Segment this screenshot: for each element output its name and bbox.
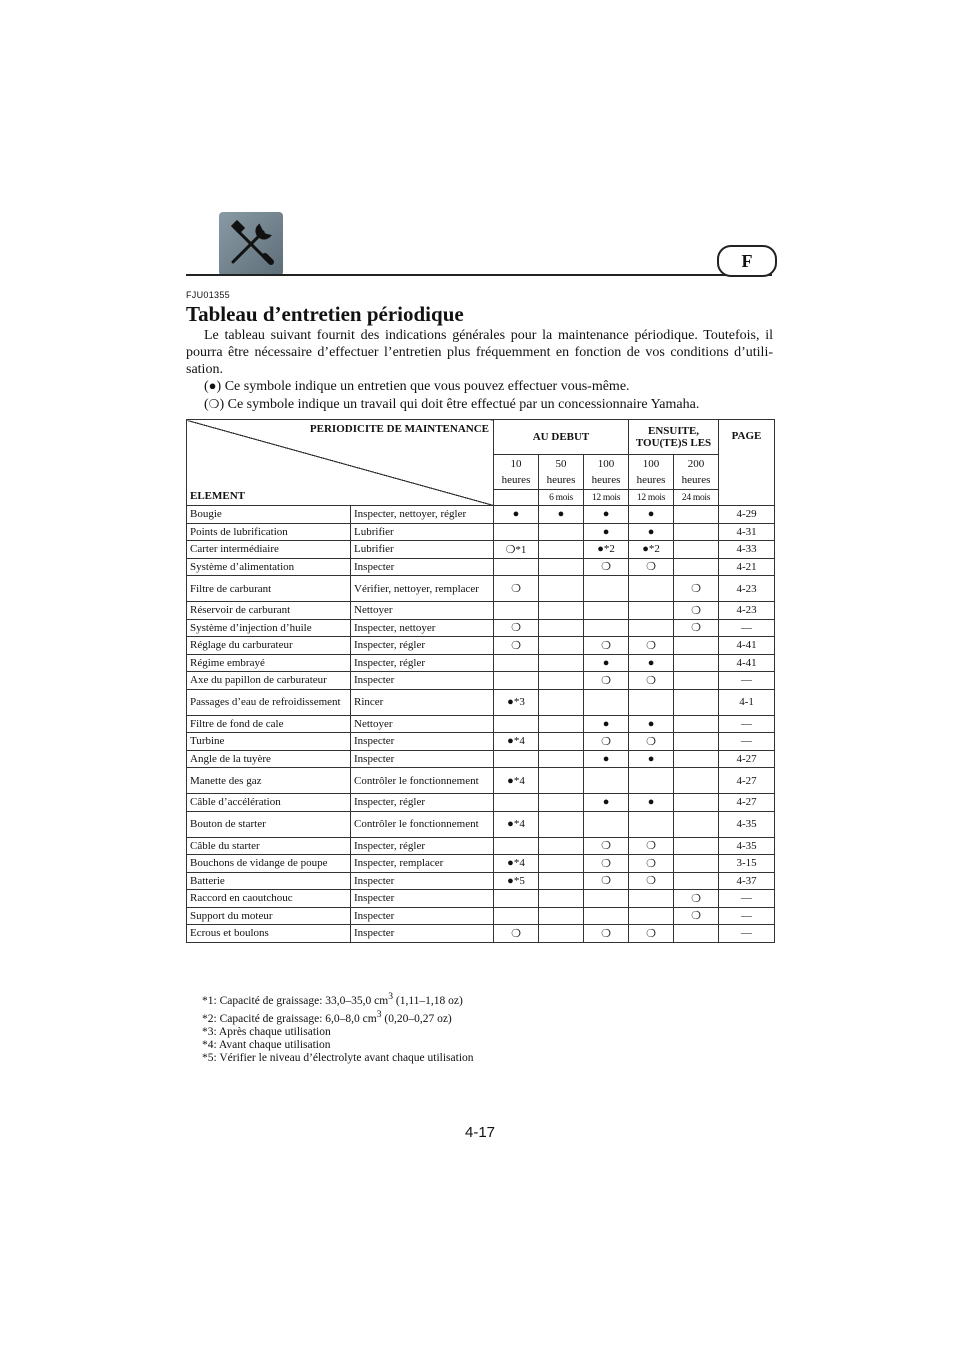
footnote-text: (0,20–0,27 oz) [381,1012,452,1025]
page-title: Tableau d’entretien périodique [186,302,464,326]
interval-header: 200 heures [674,455,719,490]
page-cell: 4-31 [719,523,775,541]
element-cell: Régime embrayé [187,654,351,672]
page-cell: — [719,907,775,925]
mark-cell: ❍ [629,733,674,751]
element-cell: Câble d’accélération [187,794,351,812]
open-circle-icon: ❍ [208,397,220,411]
table-row [187,506,775,524]
filled-dot-icon: ● [208,378,217,393]
footnote-text: *3: Après chaque utilisation [202,1025,331,1038]
page-number: 4-17 [464,1124,496,1141]
table-row [187,541,775,559]
page-cell: 4-27 [719,768,775,794]
action-cell: Inspecter, nettoyer, régler [351,506,494,524]
mark-cell: ● [584,523,629,541]
mark-cell: ● [539,506,584,524]
mark-cell [494,602,539,620]
mark-cell: ●*2 [629,541,674,559]
mark-cell: ❍*1 [494,541,539,559]
mark-cell [539,637,584,655]
element-cell: Bouton de starter [187,811,351,837]
table-row [187,715,775,733]
page-cell: 4-33 [719,541,775,559]
page-cell: 4-41 [719,637,775,655]
element-cell: Système d’alimentation [187,558,351,576]
element-cell: Filtre de fond de cale [187,715,351,733]
footnote-superscript: 3 [376,1008,382,1020]
legend-open-text: ) Ce symbole indique un travail qui doit être effectué par un concessionnaire Yamaha. [219,397,700,412]
element-cell: Filtre de carburant [187,576,351,602]
footnotes [202,990,474,1065]
table-row [187,558,775,576]
footnote-text: (1,11–1,18 oz) [392,994,463,1007]
mark-cell [539,837,584,855]
mark-cell: ● [584,506,629,524]
mark-cell: ● [584,794,629,812]
mark-cell [539,890,584,908]
mark-cell: ❍ [584,672,629,690]
mark-cell [629,619,674,637]
mark-cell: ❍ [674,907,719,925]
page-cell: 4-21 [719,558,775,576]
table-row [187,925,775,943]
mark-cell [494,715,539,733]
mark-cell [494,558,539,576]
action-cell: Inspecter [351,907,494,925]
mark-cell: ❍ [629,637,674,655]
table-row [187,637,775,655]
month-header: 6 mois [539,490,584,506]
mark-cell: ❍ [674,619,719,637]
page-cell: 3-15 [719,855,775,873]
element-cell: Carter intermédiaire [187,541,351,559]
month-header [494,490,539,506]
mark-cell [584,768,629,794]
mark-cell [629,689,674,715]
mark-cell: ●*4 [494,855,539,873]
action-cell: Inspecter [351,558,494,576]
mark-cell [539,925,584,943]
mark-cell: ●*3 [494,689,539,715]
mark-cell: ● [584,715,629,733]
table-row [187,750,775,768]
element-cell: Manette des gaz [187,768,351,794]
mark-cell [629,768,674,794]
mark-cell: ●*4 [494,733,539,751]
table-row [187,811,775,837]
mark-cell [674,872,719,890]
action-cell: Inspecter, régler [351,837,494,855]
mark-cell [674,855,719,873]
language-badge: F [717,245,777,277]
interval-header: 100 heures [629,455,674,490]
mark-cell [494,890,539,908]
action-cell: Rincer [351,689,494,715]
action-cell: Inspecter [351,733,494,751]
table-row [187,576,775,602]
mark-cell: ❍ [629,672,674,690]
mark-cell [539,750,584,768]
footnote-text: *1: Capacité de graissage: 33,0–35,0 cm [202,994,389,1007]
table-diagonal-header [187,420,494,506]
page-header: PAGE [719,420,775,506]
mark-cell [674,637,719,655]
mark-cell [674,733,719,751]
page-cell: — [719,715,775,733]
mark-cell [629,576,674,602]
action-cell: Contrôler le fonctionnement [351,768,494,794]
mark-cell [494,672,539,690]
footnote-text: *2: Capacité de graissage: 6,0–8,0 cm [202,1012,377,1025]
mark-cell: ❍ [674,602,719,620]
action-cell: Lubrifier [351,541,494,559]
table-row [187,907,775,925]
mark-cell [674,794,719,812]
mark-cell: ●*4 [494,811,539,837]
mark-cell: ● [629,506,674,524]
page-cell: 4-23 [719,602,775,620]
mark-cell: ❍ [629,837,674,855]
page-cell: 4-35 [719,837,775,855]
mark-cell: ● [494,506,539,524]
element-cell: Batterie [187,872,351,890]
mark-cell: ❍ [629,558,674,576]
mark-cell [539,907,584,925]
mark-cell [674,506,719,524]
element-cell: Ecrous et boulons [187,925,351,943]
element-cell: Angle de la tuyère [187,750,351,768]
page-cell: — [719,890,775,908]
periodicity-header: PERIODICITE DE MAINTENANCE [309,423,489,435]
mark-cell [674,654,719,672]
mark-cell [494,523,539,541]
interval-header: 10 heures [494,455,539,490]
mark-cell [674,672,719,690]
action-cell: Inspecter [351,750,494,768]
mark-cell: ❍ [674,890,719,908]
month-header: 12 mois [584,490,629,506]
mark-cell [539,619,584,637]
mark-cell: ● [629,715,674,733]
table-row [187,837,775,855]
mark-cell: ❍ [584,637,629,655]
mark-cell [539,654,584,672]
action-cell: Inspecter [351,672,494,690]
mark-cell: ● [629,750,674,768]
page-cell: 4-41 [719,654,775,672]
element-cell: Bouchons de vidange de poupe [187,855,351,873]
then-group-header: ENSUITE, TOU(TE)S LES [629,420,719,455]
table-row [187,602,775,620]
page-cell: — [719,733,775,751]
mark-cell: ❍ [584,925,629,943]
table-row [187,768,775,794]
element-cell: Turbine [187,733,351,751]
mark-cell: ❍ [674,576,719,602]
mark-cell [584,907,629,925]
element-cell: Points de lubrification [187,523,351,541]
mark-cell [674,558,719,576]
mark-cell [584,689,629,715]
mark-cell [539,733,584,751]
table-row [187,794,775,812]
page-cell: 4-29 [719,506,775,524]
mark-cell [539,576,584,602]
table-row [187,733,775,751]
element-cell: Réglage du carburateur [187,637,351,655]
mark-cell [674,689,719,715]
mark-cell: ●*4 [494,768,539,794]
mark-cell [674,523,719,541]
mark-cell: ❍ [629,855,674,873]
month-header: 12 mois [629,490,674,506]
mark-cell: ● [629,794,674,812]
mark-cell [674,837,719,855]
mark-cell [674,811,719,837]
mark-cell: ❍ [584,558,629,576]
legend-open: (❍) Ce symbole indique un travail qui doit être effectué par un concessionnaire Yamaha. [204,397,700,412]
interval-header: 50 heures [539,455,584,490]
page-cell: — [719,925,775,943]
mark-cell [539,811,584,837]
month-header: 24 mois [674,490,719,506]
action-cell: Nettoyer [351,602,494,620]
footnote-text: *4: Avant chaque utilisation [202,1038,331,1051]
table-row [187,689,775,715]
action-cell: Lubrifier [351,523,494,541]
action-cell: Inspecter, régler [351,794,494,812]
mark-cell [584,890,629,908]
mark-cell: ❍ [494,925,539,943]
mark-cell [539,602,584,620]
mark-cell [539,558,584,576]
element-cell: Réservoir de carburant [187,602,351,620]
table-row [187,654,775,672]
mark-cell [539,872,584,890]
element-cell: Axe du papillon de carburateur [187,672,351,690]
action-cell: Vérifier, nettoyer, remplacer [351,576,494,602]
mark-cell [674,925,719,943]
mark-cell: ❍ [584,872,629,890]
document-code: FJU01355 [186,290,230,300]
intro-paragraph: Le tableau suivant fournit des indications générales pour la maintenance périodique. Toutefois, il pourra être nécessaire d’effectuer l’entretien plus fréquemment en fonction de vos conditions d’utili-sation. [186,328,773,377]
legend-filled-text: ) Ce symbole indique un entretien que vous pouvez effectuer vous-même. [216,379,630,394]
footnote [202,1039,474,1052]
table-row [187,890,775,908]
mark-cell [629,811,674,837]
mark-cell: ❍ [629,925,674,943]
footnote [202,1052,474,1065]
page-cell: 4-27 [719,794,775,812]
action-cell: Contrôler le fonctionnement [351,811,494,837]
page-cell: 4-35 [719,811,775,837]
page-cell: 4-27 [719,750,775,768]
element-cell: Système d’injection d’huile [187,619,351,637]
mark-cell [494,837,539,855]
mark-cell: ❍ [629,872,674,890]
mark-cell: ● [584,750,629,768]
initial-group-header: AU DEBUT [494,420,629,455]
mark-cell [494,907,539,925]
page-cell: 4-23 [719,576,775,602]
mark-cell [539,715,584,733]
mark-cell [539,689,584,715]
mark-cell: ●*5 [494,872,539,890]
footnote [202,1026,474,1039]
wrench-screwdriver-tools-icon [219,212,283,276]
interval-header: 100 heures [584,455,629,490]
mark-cell: ❍ [584,733,629,751]
mark-cell [539,768,584,794]
mark-cell [539,855,584,873]
mark-cell: ●*2 [584,541,629,559]
mark-cell [674,715,719,733]
mark-cell: ❍ [494,619,539,637]
page-cell: 4-37 [719,872,775,890]
mark-cell: ❍ [584,855,629,873]
mark-cell [584,576,629,602]
mark-cell [584,811,629,837]
header-rule [186,274,772,276]
mark-cell: ❍ [494,637,539,655]
mark-cell: ❍ [584,837,629,855]
mark-cell: ● [629,654,674,672]
table-row [187,672,775,690]
mark-cell [539,541,584,559]
action-cell: Nettoyer [351,715,494,733]
action-cell: Inspecter, remplacer [351,855,494,873]
action-cell: Inspecter, régler [351,637,494,655]
mark-cell: ❍ [494,576,539,602]
element-header: ELEMENT [190,490,246,502]
mark-cell [539,672,584,690]
action-cell: Inspecter [351,925,494,943]
table-row [187,872,775,890]
footnote-superscript: 3 [388,991,393,1002]
mark-cell [674,768,719,794]
footnote [202,990,474,1008]
table-row [187,855,775,873]
action-cell: Inspecter [351,872,494,890]
page-cell: — [719,672,775,690]
mark-cell: ● [629,523,674,541]
action-cell: Inspecter [351,890,494,908]
legend-filled: (●) Ce symbole indique un entretien que vous pouvez effectuer vous-même. [204,378,630,394]
element-cell: Bougie [187,506,351,524]
page-cell: — [719,619,775,637]
mark-cell [629,602,674,620]
element-cell: Passages d’eau de refroidissement [187,689,351,715]
mark-cell: ● [584,654,629,672]
footnote [202,1008,474,1026]
mark-cell [584,602,629,620]
mark-cell [494,654,539,672]
mark-cell [539,523,584,541]
mark-cell [629,907,674,925]
action-cell: Inspecter, régler [351,654,494,672]
mark-cell [539,794,584,812]
page-cell: 4-1 [719,689,775,715]
table-row [187,619,775,637]
mark-cell [674,750,719,768]
element-cell: Support du moteur [187,907,351,925]
table-row [187,523,775,541]
footnote-text: *5: Vérifier le niveau d’électrolyte avant chaque utilisation [202,1051,474,1064]
action-cell: Inspecter, nettoyer [351,619,494,637]
maintenance-table [186,419,775,943]
mark-cell [584,619,629,637]
mark-cell [494,750,539,768]
mark-cell [494,794,539,812]
mark-cell [674,541,719,559]
element-cell: Raccord en caoutchouc [187,890,351,908]
mark-cell [629,890,674,908]
element-cell: Câble du starter [187,837,351,855]
